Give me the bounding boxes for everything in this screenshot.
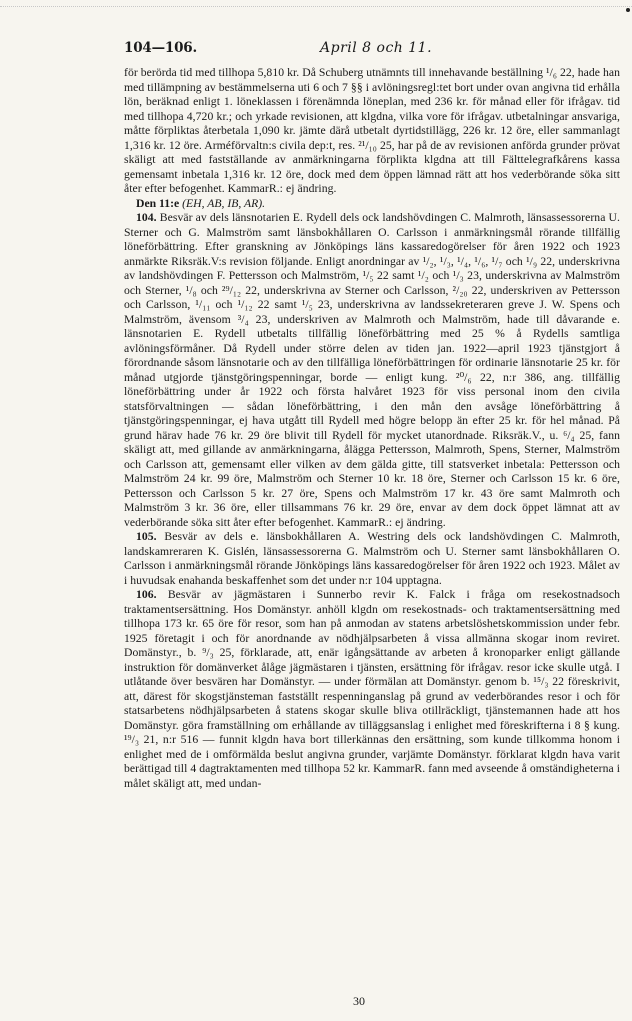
case-number: 106. — [136, 588, 157, 601]
page — [124, 38, 620, 791]
case-105 — [124, 530, 620, 588]
case-number: 105. — [136, 530, 157, 543]
page-number: 30 — [353, 994, 365, 1008]
margin-dot — [626, 8, 630, 12]
section-rest: (EH, AB, IB, AR). — [179, 196, 266, 210]
top-rule — [0, 6, 632, 7]
header-page-range: 104—106. — [124, 40, 197, 56]
section-label: Den 11:e — [136, 196, 180, 210]
running-header — [124, 38, 620, 60]
header-date: April 8 och 11. — [320, 40, 433, 56]
case-106 — [124, 588, 620, 791]
case-text: Besvär av dels e. länsbokhållaren A. Westring dels ock landshövdingen C. Malmroth, landskamreraren K. Gislén, länsassessorerna G. Malmström och U. Sterner samt länsbokhållaren O. Carlsson i anmärkningsmål rörande Jönköpings läns kassaredogörelser för åren 1922 och 1923. Målet av i huvudsak enahanda beskaffenhet som det under n:r 104 upptagna. — [124, 530, 620, 587]
body-text — [124, 66, 620, 791]
case-number: 104. — [136, 211, 157, 224]
case-text: Besvär av jägmästaren i Sunnerbo revir K. Falck i fråga om resekostnadsoch traktamentsersättning. Hos Domänstyr. anhöll klgdn om resekostnads- och traktamentsersättning med tillhopa 173 kr. 65 öre för resor, som han på anmodan av statens arbetslöshetskommission under febr. 1925 företagit i och för anordnande av nödhjälpsarbeten å vissa allmänna skogar inom reviret. Domänstyr., b. ⁹/₃ 25, förklarade, att, enär igångsättande av arbeten å kronoparker enligt gällande instruktion för domänverket ålåge jägmästaren i tjänsten, ersättning för ifrågav. resor icke skulle utgå. I utlåtande över besvären har Domänstyr. — under förmälan att Domänstyr. genom b. ¹⁵/₃ 22 föreskrivit, att, därest för skogstjänsteman fastställt respenninganslag på grund av vederbörandes resor i och för statsarbetens nödhjälpsarbeten å statens skogar skulle bliva otillräckligt, tjänstemannen hade att hos Domänstyr. göra framställning om erhållande av tilläggsanslag i enlighet med föreskrifterna i 8 § kung. ¹⁹/₃ 21, n:r 516 — funnit klgdn hava bort tillerkännas den ersättning, som kunde tillkomma honom i enlighet med de i omförmälda beslut angivna grunder, varjämte Domänstyr. förklarat klgdn hava varit berättigad till 4 dagtraktamenten med tillhopa 52 kr. KammarR. fann med avseende å omständigheterna i målet skäligt att, med undan- — [124, 588, 620, 790]
paragraph-continuation: för berörda tid med tillhopa 5,810 kr. Då Schuberg utnämnts till innehavande beställning ¹/₆ 22, hade han med tillämpning av bestämmelserna uti 6 och 7 §§ i avlöningsregl:tet bort under ovan angivna tid erhålla lön, beräknad enligt 1. löneklassen i förenämnda löneplan, med 236 kr. för månad eller för ifrågav. tid med tillhopa 4,720 kr.; och yrkade revisionen, att klgdna, vilka vore för ifrågav. utbetalningar ansvariga, måtte förpliktas återbetala 1,090 kr. jämte därå utbetalt dyrtidstillägg, 226 kr. 12 öre, eller sammanlagt 1,316 kr. 12 öre. Arméförvaltn:s civila dep:t, res. ²¹/₁₀ 25, har på de av revisionen anförda grunder prövat skäligt att med fastställande av anmärkningarna förpliktа klgdna att till Fälttelegrafkårens kassa gemensamt inbetala 1,316 kr. 12 öre, dock med dem öppen lämnad rätt att hos vederbörande söka sitt åter efter befogenhet. KammarR.: ej ändring. — [124, 66, 620, 195]
case-text: Besvär av dels länsnotarien E. Rydell dels ock landshövdingen C. Malmroth, länsassessorerna U. Sterner och G. Malmström samt länsbokhållaren O. Carlsson i anmärkningsmål rörande tillfällig löneförbättring. Efter granskning av Jönköpings läns kassaredogörelser för åren 1922 och 1923 anmärkte Riksräk.V:s revision följande. Enligt anordningar av ¹/₂, ¹/₃, ¹/₄, ¹/₆, ¹/₇ och ¹/₉ 22, underskrivna av landshövdingen F. Pettersson och Malmström, ¹/₅ 22 samt ¹/₂ och ¹/₃ 23, underskrivna av Malmström och Sterner, ¹/₈ och ²⁹/₁₂ 22, underskrivna av Sterner och Carlsson, ²/₂₀ 22, underskriven av Pettersson och Carlsson, ¹/₁₁ och ¹/₁₂ 22 samt ¹/₅ 23, underskrivna av landssekreteraren greve J. W. Spens och Malmström, ävensom ³/₄ 23, underskriven av Malmroth och Malmström, hade till dåvarande e. länsnotarien E. Rydell utbetalts tillfällig löneförbättring med 25 % å Rydells samtliga avlöningsförmåner. Då Rydell under större delen av tiden jan. 1922—april 1923 tjänstgjort å förordnande såsom länsnotarie och av den tillfälliga löneförbättringen för ordinarie länsnotarie 25 kr. för månad utgjorde tjänstgöringspenningar, borde — enligt kung. ²⁰/₆ 22, n:r 386, ang. tillfällig löneförbättring under år 1922 och första halvåret 1923 för viss personal inom den civila statsförvaltningen — sådan löneförbättring, i den mån den avsåge löneförbättring å tjänstgöringspenningar, ej hava utgått till Rydell med högre belopp än efter 25 kr. för hel månad. På grund härav hade 76 kr. 29 öre blivit till Rydell för mycket utanordnade. Riksräk.V., u. ⁶/₄ 25, fann skäligt att, med gillande av anmärkningarna, ålägga Pettersson, Malmroth, Spens, Sterner, Malmström och Carlsson att, gemensamt eller vilken av dem gälda gitte, till statsverket inbetala: Pettersson och Malmström 24 kr. 99 öre, Malmström och Sterner 10 kr. 18 öre, Sterner och Carlsson 15 kr. 6 öre, Pettersson och Carlsson 5 kr. 27 öre, Spens och Malmström 17 kr. 43 öre samt Malmroth och Malmström 3 kr. 36 öre, eller tillsammans 76 kr. 29 öre, envar av dem dock öppet lämnat att av vederbörande söka sitt åter efter befogenhet. KammarR.: ej ändring. — [124, 211, 620, 529]
section-heading — [124, 197, 620, 212]
case-104 — [124, 211, 620, 530]
